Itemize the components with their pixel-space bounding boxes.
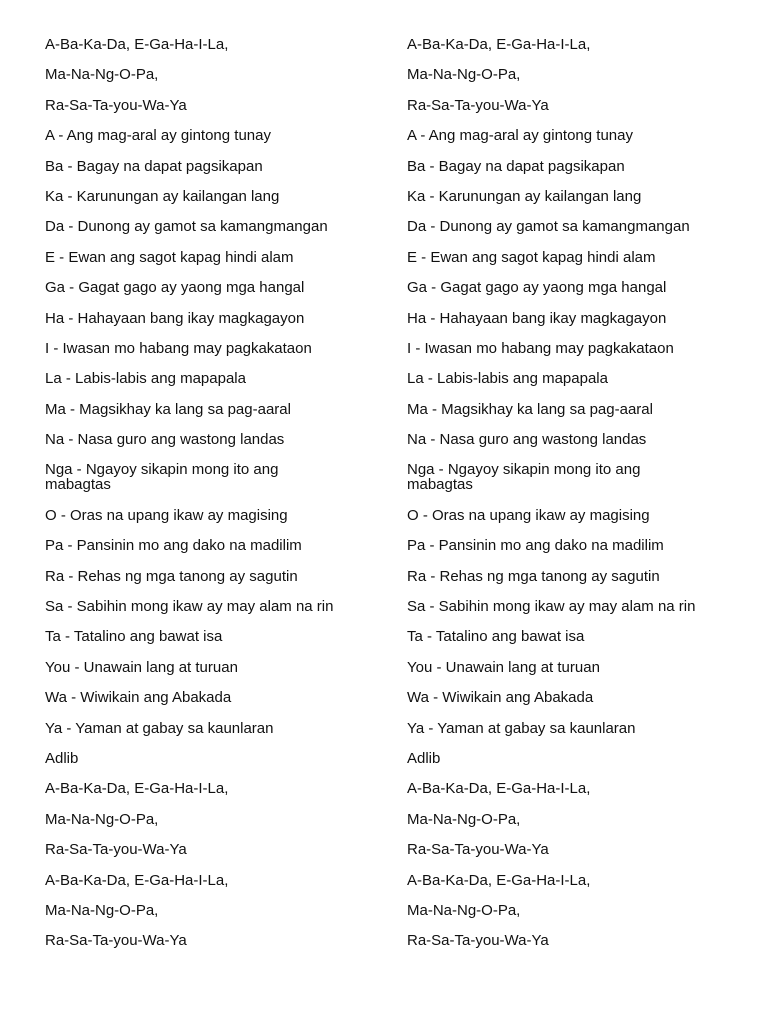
lyric-line: A-Ba-Ka-Da, E-Ga-Ha-I-La, <box>407 871 591 889</box>
lyric-line: Pa - Pansinin mo ang dako na madilim <box>45 537 302 555</box>
lyric-line: Wa - Wiwikain ang Abakada <box>45 689 232 707</box>
lyric-line: E - Ewan ang sagot kapag hindi alam <box>407 248 656 266</box>
lyric-line: Ra-Sa-Ta-you-Wa-Ya <box>407 841 549 859</box>
lyric-line: A - Ang mag-aral ay gintong tunay <box>407 127 633 145</box>
lyric-line: Ra - Rehas ng mga tanong ay sagutin <box>407 567 660 585</box>
lyric-line: Ra - Rehas ng mga tanong ay sagutin <box>45 567 298 585</box>
lyric-line: A-Ba-Ka-Da, E-Ga-Ha-I-La, <box>407 780 591 798</box>
lyric-line: Ta - Tatalino ang bawat isa <box>407 628 585 646</box>
lyric-line: La - Labis-labis ang mapapala <box>407 370 608 388</box>
lyric-line: Nga - Ngayoy sikapin mong ito ang mabagtas <box>407 461 641 494</box>
lyric-line: You - Unawain lang at turuan <box>45 658 238 676</box>
lyric-line: Ra-Sa-Ta-you-Wa-Ya <box>45 932 187 950</box>
lyrics-column-left <box>45 37 385 964</box>
lyric-line: Ka - Karunungan ay kailangan lang <box>45 187 280 205</box>
lyric-line: A-Ba-Ka-Da, E-Ga-Ha-I-La, <box>45 36 229 53</box>
lyric-line: Da - Dunong ay gamot sa kamangmangan <box>45 218 328 236</box>
lyric-line: Ya - Yaman at gabay sa kaunlaran <box>45 719 274 737</box>
lyric-line: Ma - Magsikhay ka lang sa pag-aaral <box>45 400 291 418</box>
lyric-line: Da - Dunong ay gamot sa kamangmangan <box>407 218 690 236</box>
lyric-line: Sa - Sabihin mong ikaw ay may alam na rin <box>407 598 696 616</box>
lyric-line: Pa - Pansinin mo ang dako na madilim <box>407 537 664 555</box>
lyric-line: A - Ang mag-aral ay gintong tunay <box>45 127 271 145</box>
lyric-line: Ha - Hahayaan bang ikay magkagayon <box>45 309 305 327</box>
lyric-line: Ra-Sa-Ta-you-Wa-Ya <box>407 932 549 950</box>
lyric-line: E - Ewan ang sagot kapag hindi alam <box>45 248 294 266</box>
lyric-line: Ma-Na-Ng-O-Pa, <box>407 901 521 919</box>
lyric-line: Na - Nasa guro ang wastong landas <box>45 431 285 449</box>
lyric-line: Ka - Karunungan ay kailangan lang <box>407 187 642 205</box>
lyric-line: Nga - Ngayoy sikapin mong ito ang mabagtas <box>45 461 279 494</box>
lyric-line: Ma-Na-Ng-O-Pa, <box>407 810 521 828</box>
lyric-line: Ra-Sa-Ta-you-Wa-Ya <box>407 96 549 114</box>
lyric-line: Ba - Bagay na dapat pagsikapan <box>407 157 625 175</box>
lyric-line: O - Oras na upang ikaw ay magising <box>45 506 288 524</box>
lyric-line: Ma-Na-Ng-O-Pa, <box>45 810 159 828</box>
lyric-line: You - Unawain lang at turuan <box>407 658 600 676</box>
lyric-line: I - Iwasan mo habang may pagkakataon <box>407 339 674 357</box>
lyric-line: I - Iwasan mo habang may pagkakataon <box>45 339 312 357</box>
lyric-line: Ma-Na-Ng-O-Pa, <box>407 66 521 84</box>
lyric-line: Adlib <box>407 749 441 767</box>
lyric-line: A-Ba-Ka-Da, E-Ga-Ha-I-La, <box>45 871 229 889</box>
lyric-line: O - Oras na upang ikaw ay magising <box>407 506 650 524</box>
lyric-line: Ba - Bagay na dapat pagsikapan <box>45 157 263 175</box>
lyric-line: Ga - Gagat gago ay yaong mga hangal <box>45 279 305 297</box>
lyric-line: Wa - Wiwikain ang Abakada <box>407 689 594 707</box>
lyrics-column-right <box>407 37 747 964</box>
lyric-line: Ma-Na-Ng-O-Pa, <box>45 66 159 84</box>
lyric-line: A-Ba-Ka-Da, E-Ga-Ha-I-La, <box>407 36 591 53</box>
lyric-line: La - Labis-labis ang mapapala <box>45 370 246 388</box>
lyric-line: Ya - Yaman at gabay sa kaunlaran <box>407 719 636 737</box>
lyric-line: Na - Nasa guro ang wastong landas <box>407 431 647 449</box>
lyric-line: Ha - Hahayaan bang ikay magkagayon <box>407 309 667 327</box>
lyric-line: Sa - Sabihin mong ikaw ay may alam na rin <box>45 598 334 616</box>
lyric-line: Ga - Gagat gago ay yaong mga hangal <box>407 279 667 297</box>
lyric-line: A-Ba-Ka-Da, E-Ga-Ha-I-La, <box>45 780 229 798</box>
lyric-line: Ma-Na-Ng-O-Pa, <box>45 901 159 919</box>
lyric-line: Adlib <box>45 749 79 767</box>
lyric-line: Ra-Sa-Ta-you-Wa-Ya <box>45 841 187 859</box>
lyric-line: Ra-Sa-Ta-you-Wa-Ya <box>45 96 187 114</box>
lyric-line: Ta - Tatalino ang bawat isa <box>45 628 223 646</box>
lyric-line: Ma - Magsikhay ka lang sa pag-aaral <box>407 400 653 418</box>
